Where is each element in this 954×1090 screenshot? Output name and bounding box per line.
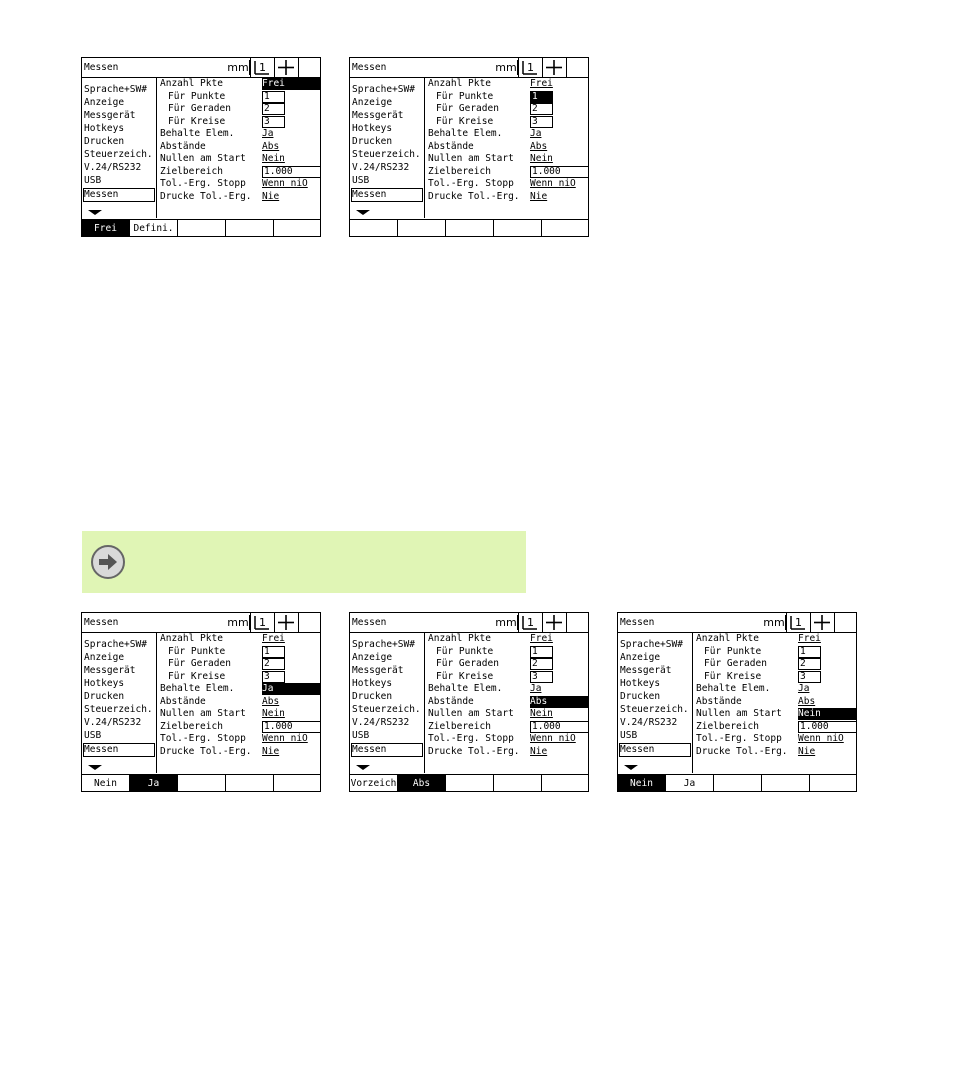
softkey-button[interactable] bbox=[398, 220, 446, 237]
parameter-value[interactable]: Abs bbox=[262, 140, 280, 152]
softkey-button[interactable]: Nein bbox=[82, 775, 130, 792]
menu-item[interactable]: V.24/RS232 bbox=[84, 162, 142, 173]
unit-indicator[interactable]: mm bbox=[495, 61, 517, 74]
parameter-value[interactable]: 1 bbox=[530, 646, 553, 658]
softkey-button[interactable]: Abs bbox=[398, 775, 446, 792]
menu-item[interactable]: Sprache+SW# bbox=[84, 639, 147, 650]
parameter-value[interactable]: Nie bbox=[530, 745, 548, 757]
svg-text:1: 1 bbox=[259, 616, 266, 629]
note-box bbox=[82, 531, 526, 593]
datum-icon[interactable] bbox=[250, 613, 274, 632]
parameter-label: Für Kreise bbox=[168, 670, 226, 682]
parameter-value[interactable]: Frei bbox=[262, 78, 320, 90]
parameter-value[interactable]: Frei bbox=[262, 633, 285, 644]
parameter-label: Behalte Elem. bbox=[160, 683, 235, 694]
parameter-label: Drucke Tol.-Erg. bbox=[696, 745, 788, 757]
parameter-label: Anzahl Pkte bbox=[160, 633, 223, 644]
softkey-button[interactable] bbox=[350, 220, 398, 237]
svg-text:1: 1 bbox=[527, 616, 534, 629]
parameter-label: Für Punkte bbox=[436, 645, 494, 657]
parameter-value[interactable]: Nein bbox=[530, 708, 553, 719]
menu-item[interactable]: USB bbox=[84, 175, 102, 186]
parameter-value[interactable]: Nie bbox=[530, 190, 548, 202]
parameter-value[interactable]: 3 bbox=[262, 671, 285, 683]
menu-item[interactable]: Anzeige bbox=[352, 97, 393, 108]
screen-header bbox=[350, 58, 588, 78]
menu-item[interactable]: Sprache+SW# bbox=[84, 84, 147, 95]
header-blank-cell bbox=[298, 613, 320, 632]
parameter-list bbox=[158, 632, 320, 773]
parameter-value[interactable]: 1.000 bbox=[262, 166, 321, 178]
screen-title: Messen bbox=[620, 617, 655, 628]
parameter-label: Abstände bbox=[428, 140, 474, 152]
parameter-label: Nullen am Start bbox=[696, 708, 782, 719]
parameter-label: Anzahl Pkte bbox=[428, 633, 491, 644]
parameter-value[interactable]: Nein bbox=[798, 708, 856, 720]
parameter-value[interactable]: 1.000 bbox=[530, 166, 589, 178]
header-blank-cell bbox=[834, 613, 856, 632]
device-screen-3 bbox=[81, 612, 321, 792]
parameter-label: Anzahl Pkte bbox=[160, 78, 223, 89]
parameter-value[interactable]: Ja bbox=[262, 683, 320, 695]
parameter-value[interactable]: 1.000 bbox=[262, 721, 321, 733]
parameter-list bbox=[694, 632, 856, 773]
screen-title: Messen bbox=[352, 617, 387, 628]
screen-header bbox=[82, 613, 320, 633]
menu-item[interactable]: V.24/RS232 bbox=[84, 717, 142, 728]
menu-item[interactable]: Steuerzeich. bbox=[84, 149, 153, 160]
parameter-label: Tol.-Erg. Stopp bbox=[696, 733, 782, 744]
setup-menu bbox=[350, 77, 425, 218]
device-screen-1 bbox=[81, 57, 321, 237]
menu-item[interactable]: Messgerät bbox=[352, 110, 404, 121]
parameter-value[interactable]: 1.000 bbox=[798, 721, 857, 733]
parameter-value[interactable]: 3 bbox=[262, 116, 285, 128]
softkey-button[interactable] bbox=[494, 775, 542, 792]
parameter-label: Für Kreise bbox=[436, 670, 494, 682]
softkey-button[interactable] bbox=[494, 220, 542, 237]
menu-item[interactable]: Messgerät bbox=[84, 665, 136, 676]
softkey-bar bbox=[82, 219, 320, 237]
menu-item[interactable]: Hotkeys bbox=[620, 678, 661, 689]
crosshair-icon[interactable] bbox=[274, 58, 298, 77]
setup-menu bbox=[82, 77, 157, 218]
screen-title: Messen bbox=[84, 62, 119, 73]
menu-item[interactable]: Steuerzeich. bbox=[352, 704, 421, 715]
parameter-value[interactable]: Wenn niO bbox=[262, 733, 308, 744]
softkey-button[interactable] bbox=[810, 775, 856, 792]
menu-item[interactable]: USB bbox=[352, 175, 370, 186]
parameter-label: Abstände bbox=[160, 695, 206, 707]
datum-icon[interactable] bbox=[786, 613, 810, 632]
parameter-value[interactable]: Frei bbox=[530, 78, 553, 89]
parameter-value[interactable]: 1 bbox=[530, 91, 553, 103]
softkey-button[interactable]: Vorzeich bbox=[350, 775, 398, 792]
parameter-value[interactable]: Nein bbox=[262, 708, 285, 719]
softkey-bar bbox=[82, 774, 320, 792]
scroll-down-icon[interactable] bbox=[88, 765, 102, 770]
datum-icon[interactable] bbox=[518, 58, 542, 77]
parameter-label: Drucke Tol.-Erg. bbox=[428, 745, 520, 757]
softkey-button[interactable] bbox=[178, 775, 226, 792]
header-blank-cell bbox=[566, 58, 588, 77]
parameter-label: Für Punkte bbox=[168, 645, 226, 657]
parameter-label: Für Punkte bbox=[168, 90, 226, 102]
parameter-value[interactable]: Wenn niO bbox=[530, 733, 576, 744]
unit-indicator[interactable]: mm bbox=[227, 61, 249, 74]
parameter-value[interactable]: Nein bbox=[530, 153, 553, 164]
parameter-label: Für Punkte bbox=[704, 645, 762, 657]
menu-item[interactable]: Messen bbox=[83, 743, 155, 757]
parameter-label: Nullen am Start bbox=[428, 708, 514, 719]
parameter-value[interactable]: Abs bbox=[798, 695, 816, 707]
softkey-button[interactable] bbox=[226, 775, 274, 792]
parameter-value[interactable]: 2 bbox=[798, 658, 821, 670]
parameter-label: Behalte Elem. bbox=[428, 683, 503, 694]
parameter-value[interactable]: 1.000 bbox=[530, 721, 589, 733]
menu-item[interactable]: V.24/RS232 bbox=[620, 717, 678, 728]
parameter-value[interactable]: 3 bbox=[530, 116, 553, 128]
menu-item[interactable]: Hotkeys bbox=[84, 123, 125, 134]
parameter-label: Abstände bbox=[160, 140, 206, 152]
parameter-label: Anzahl Pkte bbox=[696, 633, 759, 644]
parameter-label: Für Geraden bbox=[436, 658, 499, 669]
datum-icon[interactable] bbox=[250, 58, 274, 77]
menu-item[interactable]: Hotkeys bbox=[352, 123, 393, 134]
parameter-label: Behalte Elem. bbox=[160, 128, 235, 139]
parameter-value[interactable]: Abs bbox=[262, 695, 280, 707]
svg-text:1: 1 bbox=[259, 61, 266, 74]
parameter-label: Für Geraden bbox=[168, 103, 231, 114]
parameter-list bbox=[158, 77, 320, 218]
device-screen-2 bbox=[349, 57, 589, 237]
screen-header bbox=[350, 613, 588, 633]
unit-indicator[interactable]: mm bbox=[763, 616, 785, 629]
menu-item[interactable]: USB bbox=[84, 730, 102, 741]
parameter-label: Für Kreise bbox=[168, 115, 226, 127]
parameter-value[interactable]: 3 bbox=[798, 671, 821, 683]
crosshair-icon[interactable] bbox=[542, 613, 566, 632]
scroll-down-icon[interactable] bbox=[624, 765, 638, 770]
parameter-label: Anzahl Pkte bbox=[428, 78, 491, 89]
menu-item[interactable]: Messen bbox=[83, 188, 155, 202]
parameter-value[interactable]: 1 bbox=[262, 646, 285, 658]
scroll-down-icon[interactable] bbox=[356, 765, 370, 770]
parameter-value[interactable]: Wenn niO bbox=[530, 178, 576, 189]
parameter-label: Zielbereich bbox=[428, 720, 491, 732]
menu-item[interactable]: Steuerzeich. bbox=[620, 704, 689, 715]
screen-header bbox=[82, 58, 320, 78]
screen-header bbox=[618, 613, 856, 633]
menu-item[interactable]: Anzeige bbox=[620, 652, 661, 663]
arrow-right-icon bbox=[91, 545, 125, 579]
parameter-label: Für Geraden bbox=[168, 658, 231, 669]
parameter-label: Zielbereich bbox=[160, 720, 223, 732]
parameter-value[interactable]: 2 bbox=[530, 658, 553, 670]
menu-item[interactable]: Messgerät bbox=[84, 110, 136, 121]
parameter-value[interactable]: Nie bbox=[262, 190, 280, 202]
parameter-label: Behalte Elem. bbox=[696, 683, 771, 694]
softkey-button[interactable] bbox=[446, 775, 494, 792]
softkey-button[interactable] bbox=[274, 775, 320, 792]
parameter-label: Für Punkte bbox=[436, 90, 494, 102]
crosshair-icon[interactable] bbox=[542, 58, 566, 77]
parameter-value[interactable]: Frei bbox=[798, 633, 821, 644]
datum-icon[interactable] bbox=[518, 613, 542, 632]
parameter-label: Nullen am Start bbox=[160, 708, 246, 719]
softkey-bar bbox=[350, 774, 588, 792]
parameter-list bbox=[426, 77, 588, 218]
menu-item[interactable]: Drucken bbox=[620, 691, 661, 702]
softkey-bar bbox=[618, 774, 856, 792]
parameter-label: Tol.-Erg. Stopp bbox=[428, 178, 514, 189]
device-screen-5 bbox=[617, 612, 857, 792]
menu-item[interactable]: USB bbox=[620, 730, 638, 741]
parameter-value[interactable]: Ja bbox=[530, 128, 542, 139]
parameter-label: Für Geraden bbox=[436, 103, 499, 114]
softkey-button[interactable] bbox=[226, 220, 274, 237]
menu-item[interactable]: Messgerät bbox=[352, 665, 404, 676]
setup-menu bbox=[618, 632, 693, 773]
menu-item[interactable]: Steuerzeich. bbox=[352, 149, 421, 160]
softkey-button[interactable]: Frei bbox=[82, 220, 130, 237]
menu-item[interactable]: Anzeige bbox=[84, 652, 125, 663]
parameter-label: Nullen am Start bbox=[160, 153, 246, 164]
parameter-value[interactable]: 1 bbox=[262, 91, 285, 103]
softkey-button[interactable] bbox=[542, 220, 588, 237]
softkey-button[interactable] bbox=[446, 220, 494, 237]
parameter-value[interactable]: Abs bbox=[530, 696, 588, 708]
scroll-down-icon[interactable] bbox=[356, 210, 370, 215]
parameter-value[interactable]: Ja bbox=[262, 128, 274, 139]
parameter-value[interactable]: 2 bbox=[530, 103, 553, 115]
menu-item[interactable]: Drucken bbox=[352, 136, 393, 147]
menu-item[interactable]: Messgerät bbox=[620, 665, 672, 676]
menu-item[interactable]: Sprache+SW# bbox=[620, 639, 683, 650]
menu-item[interactable]: Messen bbox=[619, 743, 691, 757]
menu-item[interactable]: Sprache+SW# bbox=[352, 84, 415, 95]
menu-item[interactable]: Messen bbox=[351, 188, 423, 202]
header-blank-cell bbox=[298, 58, 320, 77]
screen-title: Messen bbox=[352, 62, 387, 73]
unit-indicator[interactable]: mm bbox=[227, 616, 249, 629]
softkey-button[interactable] bbox=[542, 775, 588, 792]
parameter-list bbox=[426, 632, 588, 773]
parameter-value[interactable]: Nein bbox=[262, 153, 285, 164]
parameter-value[interactable]: 3 bbox=[530, 671, 553, 683]
setup-menu bbox=[350, 632, 425, 773]
parameter-label: Drucke Tol.-Erg. bbox=[428, 190, 520, 202]
header-blank-cell bbox=[566, 613, 588, 632]
parameter-value[interactable]: Frei bbox=[530, 633, 553, 644]
parameter-value[interactable]: 2 bbox=[262, 658, 285, 670]
parameter-value[interactable]: Ja bbox=[530, 683, 542, 694]
unit-indicator[interactable]: mm bbox=[495, 616, 517, 629]
menu-item[interactable]: Steuerzeich. bbox=[84, 704, 153, 715]
parameter-label: Tol.-Erg. Stopp bbox=[160, 733, 246, 744]
menu-item[interactable]: Drucken bbox=[84, 691, 125, 702]
menu-item[interactable]: V.24/RS232 bbox=[352, 162, 410, 173]
parameter-label: Tol.-Erg. Stopp bbox=[160, 178, 246, 189]
menu-item[interactable]: Messen bbox=[351, 743, 423, 757]
parameter-label: Behalte Elem. bbox=[428, 128, 503, 139]
parameter-label: Für Kreise bbox=[436, 115, 494, 127]
parameter-label: Drucke Tol.-Erg. bbox=[160, 190, 252, 202]
parameter-value[interactable]: Wenn niO bbox=[798, 733, 844, 744]
parameter-value[interactable]: Nie bbox=[798, 745, 816, 757]
setup-menu bbox=[82, 632, 157, 773]
menu-item[interactable]: Hotkeys bbox=[84, 678, 125, 689]
parameter-label: Für Kreise bbox=[704, 670, 762, 682]
softkey-bar bbox=[350, 219, 588, 237]
softkey-button[interactable]: Ja bbox=[666, 775, 714, 792]
parameter-value[interactable]: Abs bbox=[530, 140, 548, 152]
softkey-button[interactable]: Ja bbox=[130, 775, 178, 792]
parameter-value[interactable]: 2 bbox=[262, 103, 285, 115]
parameter-label: Tol.-Erg. Stopp bbox=[428, 733, 514, 744]
softkey-button[interactable] bbox=[274, 220, 320, 237]
menu-item[interactable]: V.24/RS232 bbox=[352, 717, 410, 728]
screen-title: Messen bbox=[84, 617, 119, 628]
device-screen-4 bbox=[349, 612, 589, 792]
menu-item[interactable]: Sprache+SW# bbox=[352, 639, 415, 650]
parameter-label: Für Geraden bbox=[704, 658, 767, 669]
scroll-down-icon[interactable] bbox=[88, 210, 102, 215]
menu-item[interactable]: Anzeige bbox=[352, 652, 393, 663]
svg-text:1: 1 bbox=[527, 61, 534, 74]
parameter-label: Abstände bbox=[428, 695, 474, 707]
svg-text:1: 1 bbox=[795, 616, 802, 629]
crosshair-icon[interactable] bbox=[274, 613, 298, 632]
parameter-label: Nullen am Start bbox=[428, 153, 514, 164]
softkey-button[interactable]: Defini. bbox=[130, 220, 178, 237]
parameter-value[interactable]: Nie bbox=[262, 745, 280, 757]
menu-item[interactable]: Drucken bbox=[352, 691, 393, 702]
parameter-label: Drucke Tol.-Erg. bbox=[160, 745, 252, 757]
menu-item[interactable]: Hotkeys bbox=[352, 678, 393, 689]
parameter-label: Abstände bbox=[696, 695, 742, 707]
menu-item[interactable]: USB bbox=[352, 730, 370, 741]
softkey-button[interactable]: Nein bbox=[618, 775, 666, 792]
softkey-button[interactable] bbox=[178, 220, 226, 237]
softkey-button[interactable] bbox=[714, 775, 762, 792]
menu-item[interactable]: Drucken bbox=[84, 136, 125, 147]
crosshair-icon[interactable] bbox=[810, 613, 834, 632]
menu-item[interactable]: Anzeige bbox=[84, 97, 125, 108]
parameter-label: Zielbereich bbox=[160, 165, 223, 177]
parameter-value[interactable]: Wenn niO bbox=[262, 178, 308, 189]
parameter-value[interactable]: Ja bbox=[798, 683, 810, 694]
parameter-value[interactable]: 1 bbox=[798, 646, 821, 658]
softkey-button[interactable] bbox=[762, 775, 810, 792]
parameter-label: Zielbereich bbox=[696, 720, 759, 732]
parameter-label: Zielbereich bbox=[428, 165, 491, 177]
